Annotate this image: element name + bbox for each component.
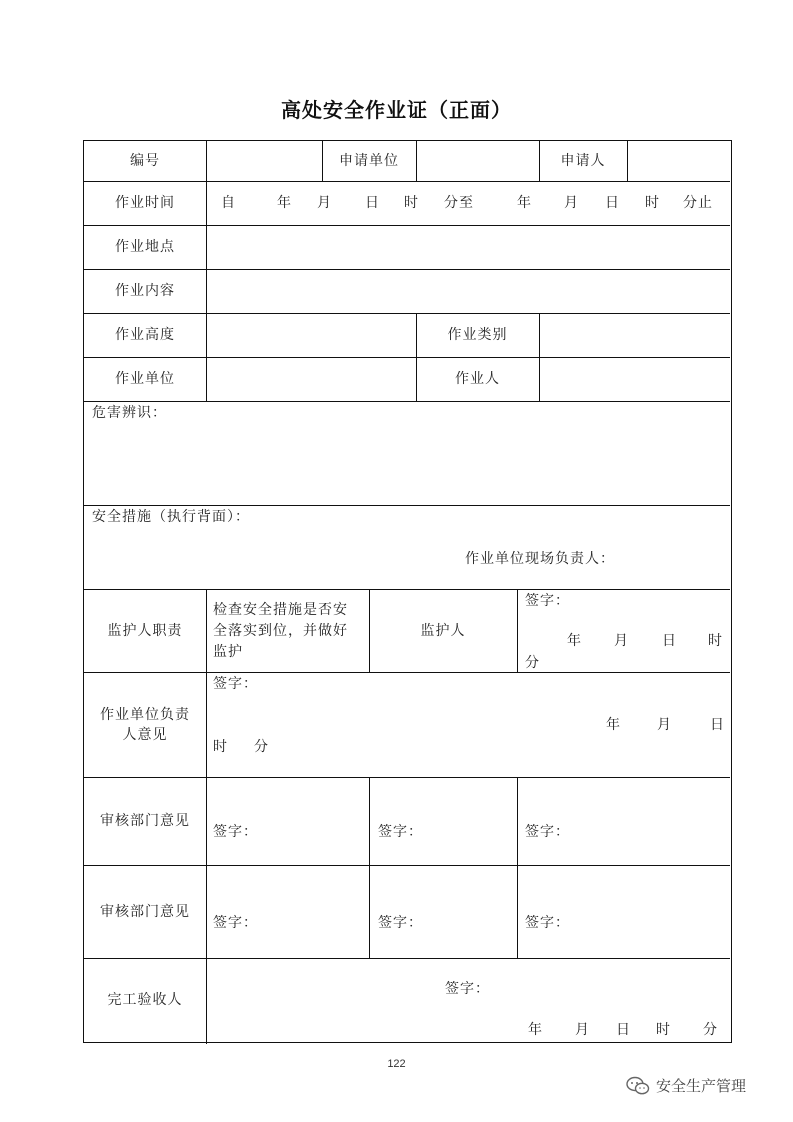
completion-date-year: 年: [528, 1022, 543, 1038]
time-month-start: 月: [317, 195, 332, 211]
monitor-signature-label: 签字：: [525, 593, 570, 609]
unit-opinion-time-minute: 分: [254, 739, 269, 755]
review2-signature-1: 签字：: [213, 915, 258, 931]
monitor-person-label: 监护人: [420, 623, 466, 639]
serial-number-label: 编号: [130, 153, 160, 169]
watermark: [626, 1075, 746, 1096]
time-hour-start: 时: [404, 195, 419, 211]
work-height-label: 作业高度: [115, 327, 175, 343]
applicant-label: 申请人: [560, 153, 606, 169]
monitor-duty-line-3: 监护: [213, 644, 243, 660]
time-hour-end: 时: [645, 195, 660, 211]
unit-opinion-signature-label: 签字：: [213, 676, 258, 692]
site-leader-label: 作业单位现场负责人：: [465, 551, 615, 567]
monitor-date-minute: 分: [525, 655, 540, 671]
time-month-end: 月: [564, 195, 579, 211]
monitor-duty-line-1: 检查安全措施是否安: [213, 602, 348, 618]
time-day-start: 日: [365, 195, 380, 211]
completion-date-month: 月: [575, 1022, 590, 1038]
time-year-start: 年: [277, 195, 292, 211]
review-dept-opinion-label: 审核部门意见: [100, 813, 190, 829]
completion-signature-label: 签字：: [445, 981, 490, 997]
time-day-end: 日: [605, 195, 620, 211]
unit-opinion-date-month: 月: [657, 717, 672, 733]
work-time-label: 作业时间: [115, 195, 175, 211]
completion-date-day: 日: [616, 1022, 631, 1038]
work-unit-label: 作业单位: [115, 371, 175, 387]
document-title: 高处安全作业证（正面）: [281, 98, 512, 122]
unit-opinion-label-line-1: 作业单位负责: [100, 707, 190, 723]
unit-opinion-time-hour: 时: [213, 739, 228, 755]
worker-label: 作业人: [455, 371, 500, 387]
hazard-identification-label: 危害辨识：: [92, 405, 167, 421]
monitor-date-year: 年: [567, 633, 582, 649]
review-dept-opinion-label-2: 审核部门意见: [100, 904, 190, 920]
time-minute-stop: 分止: [683, 195, 713, 211]
work-permit-form: [83, 140, 732, 1043]
completion-date-hour: 时: [656, 1022, 671, 1038]
unit-opinion-label-line-2: 人意见: [122, 727, 168, 743]
work-location-label: 作业地点: [115, 239, 175, 255]
work-category-label: 作业类别: [447, 327, 508, 343]
safety-measures-label: 安全措施（执行背面）：: [92, 509, 250, 525]
completion-date-minute: 分: [703, 1022, 718, 1038]
review2-signature-2: 签字：: [378, 915, 423, 931]
review1-signature-2: 签字：: [378, 824, 423, 840]
monitor-date-month: 月: [614, 633, 629, 649]
applicant-unit-label: 申请单位: [339, 153, 399, 169]
monitor-date-day: 日: [662, 633, 677, 649]
review1-signature-1: 签字：: [213, 824, 258, 840]
monitor-duty-line-2: 全落实到位，并做好: [213, 623, 348, 639]
review2-signature-3: 签字：: [525, 915, 570, 931]
time-year-end: 年: [517, 195, 532, 211]
page-number: 122: [387, 1058, 406, 1070]
time-minute-to: 分至: [444, 195, 474, 211]
review1-signature-3: 签字：: [525, 824, 570, 840]
time-from: 自: [221, 195, 236, 211]
completion-acceptor-label: 完工验收人: [107, 992, 183, 1008]
watermark-text: 安全生产管理: [656, 1077, 747, 1095]
unit-opinion-date-year: 年: [606, 717, 621, 733]
monitor-duty-label: 监护人职责: [107, 623, 183, 639]
unit-opinion-date-day: 日: [710, 717, 725, 733]
monitor-date-hour: 时: [708, 633, 723, 649]
work-content-label: 作业内容: [115, 283, 175, 299]
wechat-icon: [626, 1076, 650, 1096]
